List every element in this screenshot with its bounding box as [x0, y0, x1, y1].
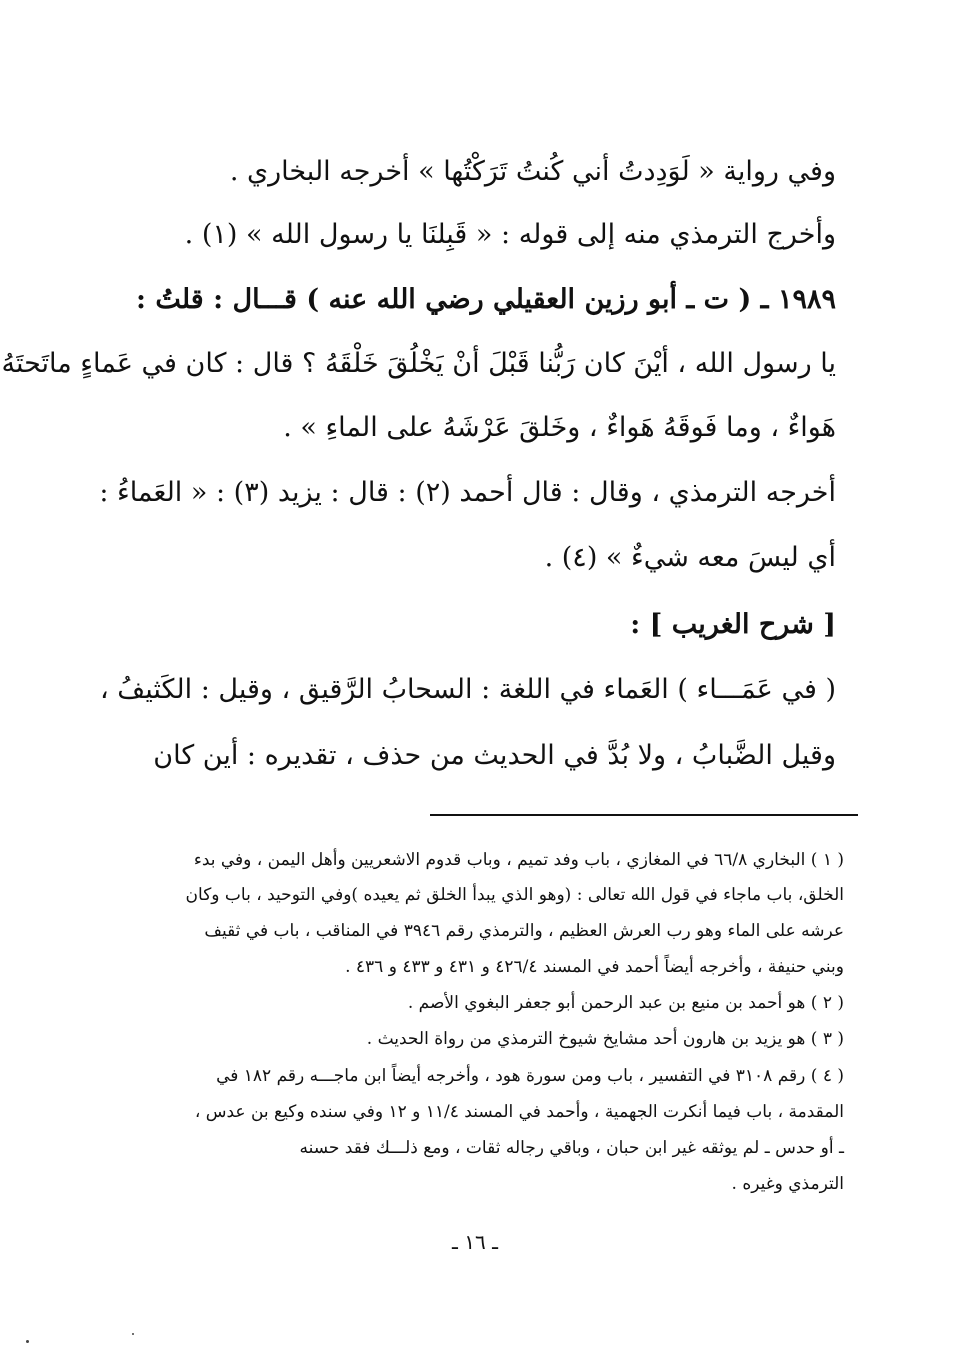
scan-speck [26, 1340, 29, 1343]
main-text-line-2: وأخرج الترمذي منه إلى قوله : « قَبِلنَا يا رسول الله » (١) . [184, 219, 836, 250]
page-number: ـ ١٦ ـ [452, 1230, 498, 1254]
footnote-line: ( ٤ ) رقم ٣١٠٨ في التفسير ، باب ومن سورة هود ، وأخرجه أيضاً ابن ماجـــه رقم ١٨٢ في [216, 1066, 844, 1086]
main-text-line-7: أي ليسَ معه شيءٌ » (٤) . [544, 542, 836, 573]
footnote-line: ( ١ ) البخاري ٦٦/٨ في المغازي ، باب وفد تميم ، وباب قدوم الاشعريين وأهل اليمن ، وفي بدء [193, 850, 844, 870]
footnote-line: وبني حنيفة ، وأخرجه أيضاً أحمد في المسند ٤٢٦/٤ و ٤٣١ و ٤٣٣ و ٤٣٦ . [345, 957, 844, 977]
main-text-line-4: يا رسول الله ، أيْنَ كان رَبُّنا قَبْلَ أنْ يَخْلُقَ خَلْقَهُ ؟ قال : كان في عَماءٍ ماتَحتَهُ [1, 348, 836, 379]
footnote-line: الترمذي وغيره . [731, 1174, 844, 1194]
main-text-line-1: وفي رواية « لَوَدِدتُ أني كُنتُ تَرَكْتُها » أخرجه البخاري . [229, 156, 836, 187]
main-text-line-9: ( في عَمَـــاء ) العَماء في اللغة : السحابُ الرَّقيق ، وقيل : الكَثيفُ ، [99, 674, 836, 705]
footnote-line: ( ٣ ) هو يزيد بن هارون أحد مشايخ شيوخ الترمذي من رواة الحديث . [366, 1029, 844, 1049]
footnote-line: ـ أو حدس ـ لم يوثقه غير ابن حبان ، وباقي رجاله ثقات ، ومع ذلـــك فقد حسنه [299, 1138, 844, 1158]
main-text-line-5: هَواءٌ ، وما فَوقَهُ هَواءٌ ، وخَلقَ عَرْشَهُ على الماءِ » . [283, 412, 836, 443]
main-text-line-10: وقيل الضَّبابُ ، ولا بُدَّ في الحديث من حذف ، تقديره : أين كان [153, 740, 836, 771]
scan-speck [132, 1333, 134, 1335]
footnote-line: المقدمة ، باب فيما أنكرت الجهمية ، وأحمد في المسند ١١/٤ و ١٢ وفي سنده وكيع بن عدس ، [194, 1102, 844, 1122]
footnote-line: الخلق، باب ماجاء في قول الله تعالى : (وهو الذي يبدأ الخلق ثم يعيده )وفي التوحيد ، باب وكان [185, 885, 844, 905]
footnote-line: عرشه على الماء وهو رب العرش العظيم ، والترمذي رقم ٣٩٤٦ في المناقب ، باب في ثقيف [204, 921, 844, 941]
main-text-line-6: أخرجه الترمذي ، وقال : قال أحمد (٢) : قال : يزيد (٣) : « العَماءُ : [99, 477, 836, 508]
footnote-line: ( ٢ ) هو أحمد بن منيع بن عبد الرحمن أبو جعفر البغوي الأصم . [407, 993, 844, 1013]
footnote-separator-rule [430, 814, 858, 816]
section-heading-sharh-al-gharib: [ شرح الغريب ] : [630, 609, 836, 640]
hadith-heading-line: ١٩٨٩ ـ ( ت ـ أبو رزين العقيلي رضي الله عنه ) قـــال : قلتُ : [135, 284, 836, 315]
